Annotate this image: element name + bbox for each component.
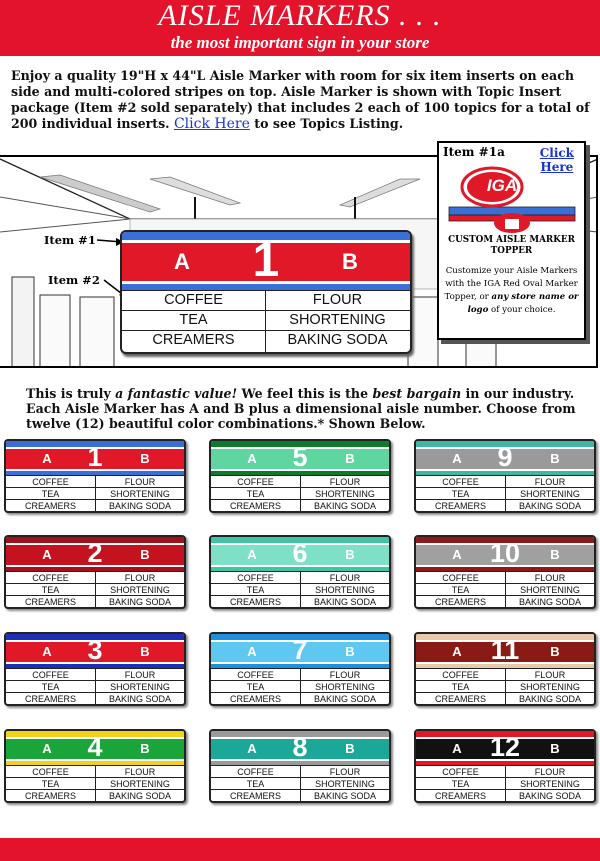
side-b-letter: B	[140, 547, 150, 562]
insert-left: COFFEE	[442, 573, 479, 583]
marker-topper	[211, 731, 389, 765]
insert-left: COFFEE	[442, 670, 479, 680]
insert-divider	[505, 668, 506, 704]
side-b-letter: B	[140, 644, 150, 659]
marker-topper	[211, 441, 389, 475]
insert-left: TEA	[41, 585, 60, 595]
aisle-number: 2	[87, 538, 103, 568]
marker-topper	[211, 634, 389, 668]
marker-topper	[416, 731, 594, 765]
insert-right: FLOUR	[534, 670, 566, 680]
insert-right: BAKING SODA	[313, 501, 376, 511]
insert-left: CREAMERS	[24, 694, 76, 704]
aisle-number: 5	[292, 442, 308, 472]
main-row-left: TEA	[179, 312, 208, 328]
insert-left: CREAMERS	[24, 791, 76, 801]
marker-topper	[416, 537, 594, 571]
side-a-letter: A	[42, 547, 52, 562]
aisle-marker-option	[414, 535, 596, 609]
insert-left: COFFEE	[237, 477, 274, 487]
insert-right: BAKING SODA	[108, 694, 171, 704]
aisle-number: 6	[292, 538, 308, 568]
heading-line-2: TOPPER	[490, 246, 533, 256]
insert-divider	[95, 475, 96, 511]
side-b-letter: B	[140, 741, 150, 756]
insert-right: BAKING SODA	[313, 791, 376, 801]
insert-left: TEA	[246, 682, 265, 692]
insert-left: TEA	[41, 489, 60, 499]
side-a-letter: A	[452, 451, 462, 466]
aisle-number: 3	[87, 635, 103, 665]
side-a-letter: A	[452, 741, 462, 756]
insert-left: COFFEE	[32, 573, 69, 583]
marker-topper	[416, 634, 594, 668]
side-b-letter: B	[140, 451, 150, 466]
insert-right: BAKING SODA	[108, 791, 171, 801]
insert-right: BAKING SODA	[518, 597, 581, 607]
insert-divider	[300, 571, 301, 607]
aisle-marker-option	[209, 632, 391, 706]
page-title: AISLE MARKERS . . .	[158, 0, 442, 32]
intro-after-text: to see Topics Listing.	[249, 116, 404, 131]
insert-left: TEA	[246, 489, 265, 499]
aisle-number: 8	[292, 732, 308, 762]
insert-right: FLOUR	[329, 477, 361, 487]
footer-bar	[0, 838, 600, 861]
insert-right: BAKING SODA	[108, 501, 171, 511]
side-b-letter: B	[550, 644, 560, 659]
desc-emphasis: any store name or logo	[467, 292, 579, 315]
main-marker-side-b: B	[342, 249, 358, 274]
main-marker-side-a: A	[174, 249, 190, 274]
side-b-letter: B	[345, 547, 355, 562]
insert-right: SHORTENING	[110, 779, 170, 789]
desc-text-2: of your choice.	[488, 305, 556, 315]
side-a-letter: A	[247, 741, 257, 756]
side-b-letter: B	[550, 741, 560, 756]
insert-right: SHORTENING	[315, 489, 375, 499]
intro-text: Enjoy a quality 19"H x 44"L Aisle Marker with room for six item inserts on each side and multi-colored stripes on top. Aisle Marker is shown with Topic Insert package (Item #2 sold separately) that includes 2 each of 100 topics for a total of 200 individual inserts.	[11, 68, 590, 131]
side-a-letter: A	[42, 451, 52, 466]
insert-right: FLOUR	[329, 670, 361, 680]
marker-topper	[6, 634, 184, 668]
insert-left: CREAMERS	[434, 791, 486, 801]
side-b-letter: B	[550, 547, 560, 562]
aisle-marker-option	[4, 439, 186, 513]
page-subtitle: the most important sign in your store	[170, 33, 430, 52]
insert-left: TEA	[41, 682, 60, 692]
topics-listing-link[interactable]: Click Here	[173, 116, 250, 132]
insert-right: SHORTENING	[110, 489, 170, 499]
main-row-right: SHORTENING	[289, 312, 386, 328]
aisle-number: 10	[489, 538, 521, 568]
insert-divider	[95, 571, 96, 607]
side-b-letter: B	[550, 451, 560, 466]
side-a-letter: A	[247, 644, 257, 659]
side-b-letter: B	[345, 644, 355, 659]
main-marker-number: 1	[252, 234, 280, 287]
aisle-marker-option	[4, 632, 186, 706]
insert-left: CREAMERS	[434, 597, 486, 607]
aisle-number: 11	[490, 635, 520, 665]
insert-left: TEA	[451, 779, 470, 789]
insert-left: COFFEE	[237, 767, 274, 777]
aisle-marker-option	[209, 439, 391, 513]
insert-right: FLOUR	[124, 477, 156, 487]
insert-right: SHORTENING	[520, 682, 580, 692]
insert-left: TEA	[246, 585, 265, 595]
insert-right: SHORTENING	[520, 489, 580, 499]
insert-divider	[300, 765, 301, 801]
insert-left: COFFEE	[32, 767, 69, 777]
side-b-letter: B	[345, 741, 355, 756]
insert-left: COFFEE	[237, 573, 274, 583]
side-a-letter: A	[247, 547, 257, 562]
link-line-1[interactable]: Click	[539, 146, 574, 160]
insert-right: FLOUR	[124, 670, 156, 680]
aisle-marker-option	[209, 729, 391, 803]
item-2-label: Item #2	[48, 273, 100, 287]
insert-left: COFFEE	[32, 477, 69, 487]
insert-left: COFFEE	[442, 767, 479, 777]
insert-right: SHORTENING	[110, 682, 170, 692]
insert-left: COFFEE	[442, 477, 479, 487]
side-a-letter: A	[452, 547, 462, 562]
desc-text-1: Customize your Aisle Markers with the IGA Red Oval Marker Topper, or	[444, 266, 578, 302]
insert-divider	[505, 571, 506, 607]
insert-left: CREAMERS	[229, 791, 281, 801]
side-a-letter: A	[247, 451, 257, 466]
insert-left: CREAMERS	[434, 501, 486, 511]
main-row-right: FLOUR	[312, 292, 363, 308]
insert-left: TEA	[41, 779, 60, 789]
aisle-number: 9	[497, 442, 513, 472]
aisle-marker-option	[414, 729, 596, 803]
insert-right: FLOUR	[534, 573, 566, 583]
marker-topper	[6, 731, 184, 765]
insert-right: BAKING SODA	[518, 501, 581, 511]
value-text-2: We feel this is the	[237, 386, 373, 401]
insert-right: BAKING SODA	[313, 597, 376, 607]
insert-divider	[95, 668, 96, 704]
insert-left: COFFEE	[237, 670, 274, 680]
marker-topper	[416, 441, 594, 475]
value-text-1: This is truly	[26, 386, 116, 401]
marker-topper	[211, 537, 389, 571]
heading-line-1: CUSTOM AISLE MARKER	[448, 235, 575, 245]
insert-right: BAKING SODA	[313, 694, 376, 704]
aisle-marker-option	[4, 535, 186, 609]
main-row-left: COFFEE	[164, 292, 223, 308]
insert-left: CREAMERS	[229, 694, 281, 704]
insert-right: BAKING SODA	[518, 791, 581, 801]
aisle-marker-option	[209, 535, 391, 609]
aisle-marker-option	[4, 729, 186, 803]
insert-divider	[505, 475, 506, 511]
insert-right: FLOUR	[329, 767, 361, 777]
side-b-letter: B	[345, 451, 355, 466]
insert-divider	[300, 475, 301, 511]
insert-left: TEA	[451, 682, 470, 692]
aisle-marker-option	[414, 632, 596, 706]
insert-right: SHORTENING	[315, 682, 375, 692]
insert-left: TEA	[246, 779, 265, 789]
insert-right: SHORTENING	[315, 585, 375, 595]
side-a-letter: A	[452, 644, 462, 659]
aisle-number: 4	[87, 732, 103, 762]
insert-right: BAKING SODA	[518, 694, 581, 704]
insert-right: SHORTENING	[520, 779, 580, 789]
iga-logo-text: IGA	[486, 176, 518, 195]
side-a-letter: A	[42, 644, 52, 659]
value-emphasis-1: a fantastic value!	[115, 386, 238, 401]
insert-right: FLOUR	[124, 767, 156, 777]
aisle-number: 1	[87, 442, 103, 472]
aisle-number: 7	[292, 635, 308, 665]
insert-left: COFFEE	[32, 670, 69, 680]
insert-left: CREAMERS	[229, 597, 281, 607]
insert-left: TEA	[451, 585, 470, 595]
marker-topper	[6, 537, 184, 571]
insert-right: FLOUR	[329, 573, 361, 583]
insert-right: SHORTENING	[110, 585, 170, 595]
insert-left: CREAMERS	[24, 501, 76, 511]
item-1a-label: Item #1a	[443, 145, 505, 159]
aisle-number: 12	[489, 732, 521, 762]
insert-left: CREAMERS	[229, 501, 281, 511]
insert-left: TEA	[451, 489, 470, 499]
insert-left: CREAMERS	[434, 694, 486, 704]
value-text-3: in our industry. Each Aisle Marker has A and B plus a dimensional aisle number. Choose from twelve (12) beautiful color combinations.* Shown Below.	[26, 386, 576, 431]
side-a-letter: A	[42, 741, 52, 756]
insert-right: FLOUR	[534, 477, 566, 487]
insert-right: SHORTENING	[315, 779, 375, 789]
insert-right: BAKING SODA	[108, 597, 171, 607]
main-row-right: BAKING SODA	[287, 332, 388, 348]
value-emphasis-2: best bargain	[372, 386, 462, 401]
insert-right: FLOUR	[534, 767, 566, 777]
aisle-marker-option	[414, 439, 596, 513]
insert-divider	[505, 765, 506, 801]
insert-left: CREAMERS	[24, 597, 76, 607]
insert-right: FLOUR	[124, 573, 156, 583]
insert-divider	[300, 668, 301, 704]
link-line-2[interactable]: Here	[540, 160, 574, 174]
insert-right: SHORTENING	[520, 585, 580, 595]
insert-divider	[95, 765, 96, 801]
marker-topper	[6, 441, 184, 475]
item-1-label: Item #1	[44, 233, 96, 247]
main-row-left: CREAMERS	[152, 332, 235, 348]
